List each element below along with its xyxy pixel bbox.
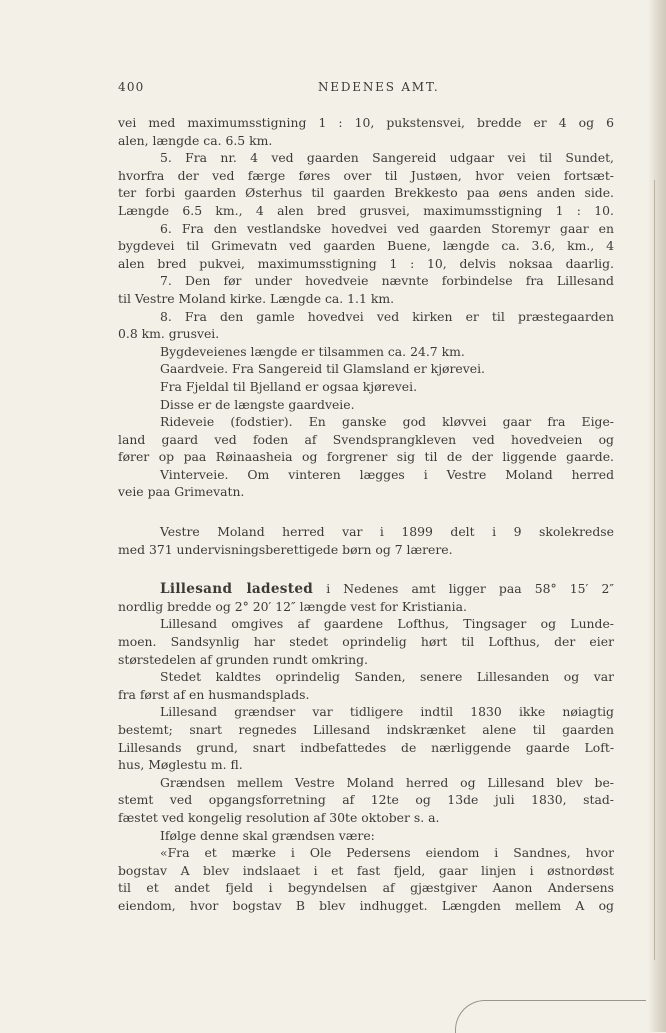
- text-line: Lillesand omgives af gaardene Lofthus, Tingsager og Lunde-: [160, 616, 614, 632]
- text-line: veie paa Grimevatn.: [118, 484, 245, 500]
- text-line: land gaard ved foden af Svendsprangkleven ved hovedveien og: [118, 431, 614, 447]
- text-line: nordlig bredde og 2° 20′ 12″ længde vest for Kristiania.: [118, 598, 467, 614]
- running-head: NEDENES AMT.: [318, 80, 440, 94]
- text-line: hvorfra der ved færge føres over til Justøen, hvor veien fortsæt-: [118, 167, 614, 183]
- text-line: stemt ved opgangsforretning af 12te og 13de juli 1830, stad-: [118, 792, 614, 808]
- text-line: til Vestre Moland kirke. Længde ca. 1.1 km.: [118, 290, 395, 306]
- text-line: Stedet kaldtes oprindelig Sanden, senere Lillesanden og var: [160, 669, 614, 685]
- text-line: Lillesands grund, snart indbefattedes de nærliggende gaarde Loft-: [118, 739, 614, 755]
- text-line: størstedelen af grunden rundt omkring.: [118, 651, 368, 667]
- text-line: «Fra et mærke i Ole Pedersens eiendom i Sandnes, hvor: [160, 845, 614, 861]
- text-line: alen bred pukvei, maximumsstigning 1 : 10, delvis noksaa daarlig.: [118, 255, 614, 271]
- text-line: Rideveie (fodstier). En ganske god kløvvei gaar fra Eige-: [160, 414, 614, 430]
- text-line: Længde 6.5 km., 4 alen bred grusvei, maximumsstigning 1 : 10.: [118, 202, 614, 218]
- page-number: 400: [118, 80, 145, 94]
- text-line: fra først af en husmandsplads.: [118, 686, 310, 702]
- body-text: [118, 114, 614, 915]
- text-line: moen. Sandsynlig har stedet oprindelig hørt til Lofthus, der eier: [118, 634, 614, 650]
- text-line: Gaardveie. Fra Sangereid til Glamsland er kjørevei.: [160, 361, 485, 377]
- text-line: fører op paa Røinaasheia og forgrener sig til de der liggende gaarde.: [118, 449, 614, 465]
- text-line: 8. Fra den gamle hovedvei ved kirken er til præstegaarden: [160, 308, 614, 324]
- text-line: 5. Fra nr. 4 ved gaarden Sangereid udgaar vei til Sundet,: [160, 150, 614, 166]
- text-line: til et andet fjeld i begyndelsen af gjæstgiver Aanon Andersens: [118, 880, 614, 896]
- text-line: Vinterveie. Om vinteren lægges i Vestre Moland herred: [160, 466, 614, 482]
- text-line: ter forbi gaarden Østerhus til gaarden Brekkesto paa øens anden side.: [118, 185, 614, 201]
- page-header: [0, 80, 666, 100]
- text-line: eiendom, hvor bogstav B blev indhugget. Længden mellem A og: [118, 897, 614, 913]
- text-line: 0.8 km. grusvei.: [118, 326, 220, 342]
- section-heading-line: Lillesand ladested i Nedenes amt ligger paa 58° 15′ 2″: [160, 581, 614, 598]
- page-corner-fold: [455, 1000, 646, 1033]
- text-line: hus, Møglestu m. fl.: [118, 757, 243, 773]
- text-line: Bygdeveienes længde er tilsammen ca. 24.7 km.: [160, 343, 465, 359]
- section-heading: Lillesand ladested: [160, 581, 314, 598]
- text-line: bogstav A blev indslaaet i et fast fjeld, gaar linjen i østnordøst: [118, 862, 614, 878]
- text-line: Vestre Moland herred var i 1899 delt i 9 skolekredse: [160, 524, 614, 540]
- text-line: fæstet ved kongelig resolution af 30te oktober s. a.: [118, 809, 440, 825]
- text-line: Grændsen mellem Vestre Moland herred og Lillesand blev be-: [160, 774, 614, 790]
- text-line: Ifølge denne skal grændsen være:: [160, 827, 375, 843]
- text-line: med 371 undervisningsberettigede børn og 7 lærere.: [118, 541, 453, 557]
- text-line: 6. Fra den vestlandske hovedvei ved gaarden Storemyr gaar en: [160, 220, 614, 236]
- text-line: alen, længde ca. 6.5 km.: [118, 132, 273, 148]
- text-line: vei med maximumsstigning 1 : 10, pukstensvei, bredde er 4 og 6: [118, 115, 614, 130]
- page-edge-shadow: [648, 0, 666, 1032]
- text-line: bestemt; snart regnedes Lillesand indskrænket alene til gaarden: [118, 722, 614, 737]
- text-line: Disse er de længste gaardveie.: [160, 396, 355, 412]
- text-line: bygdevei til Grimevatn ved gaarden Buene, længde ca. 3.6, km., 4: [118, 238, 614, 254]
- page-edge-line: [654, 180, 655, 960]
- text-line: 7. Den før under hovedveie nævnte forbindelse fra Lillesand: [160, 273, 614, 289]
- text-line: Lillesand grændser var tidligere indtil 1830 ikke nøiagtig: [160, 704, 614, 720]
- text-line: Fra Fjeldal til Bjelland er ogsaa kjørevei.: [160, 378, 418, 394]
